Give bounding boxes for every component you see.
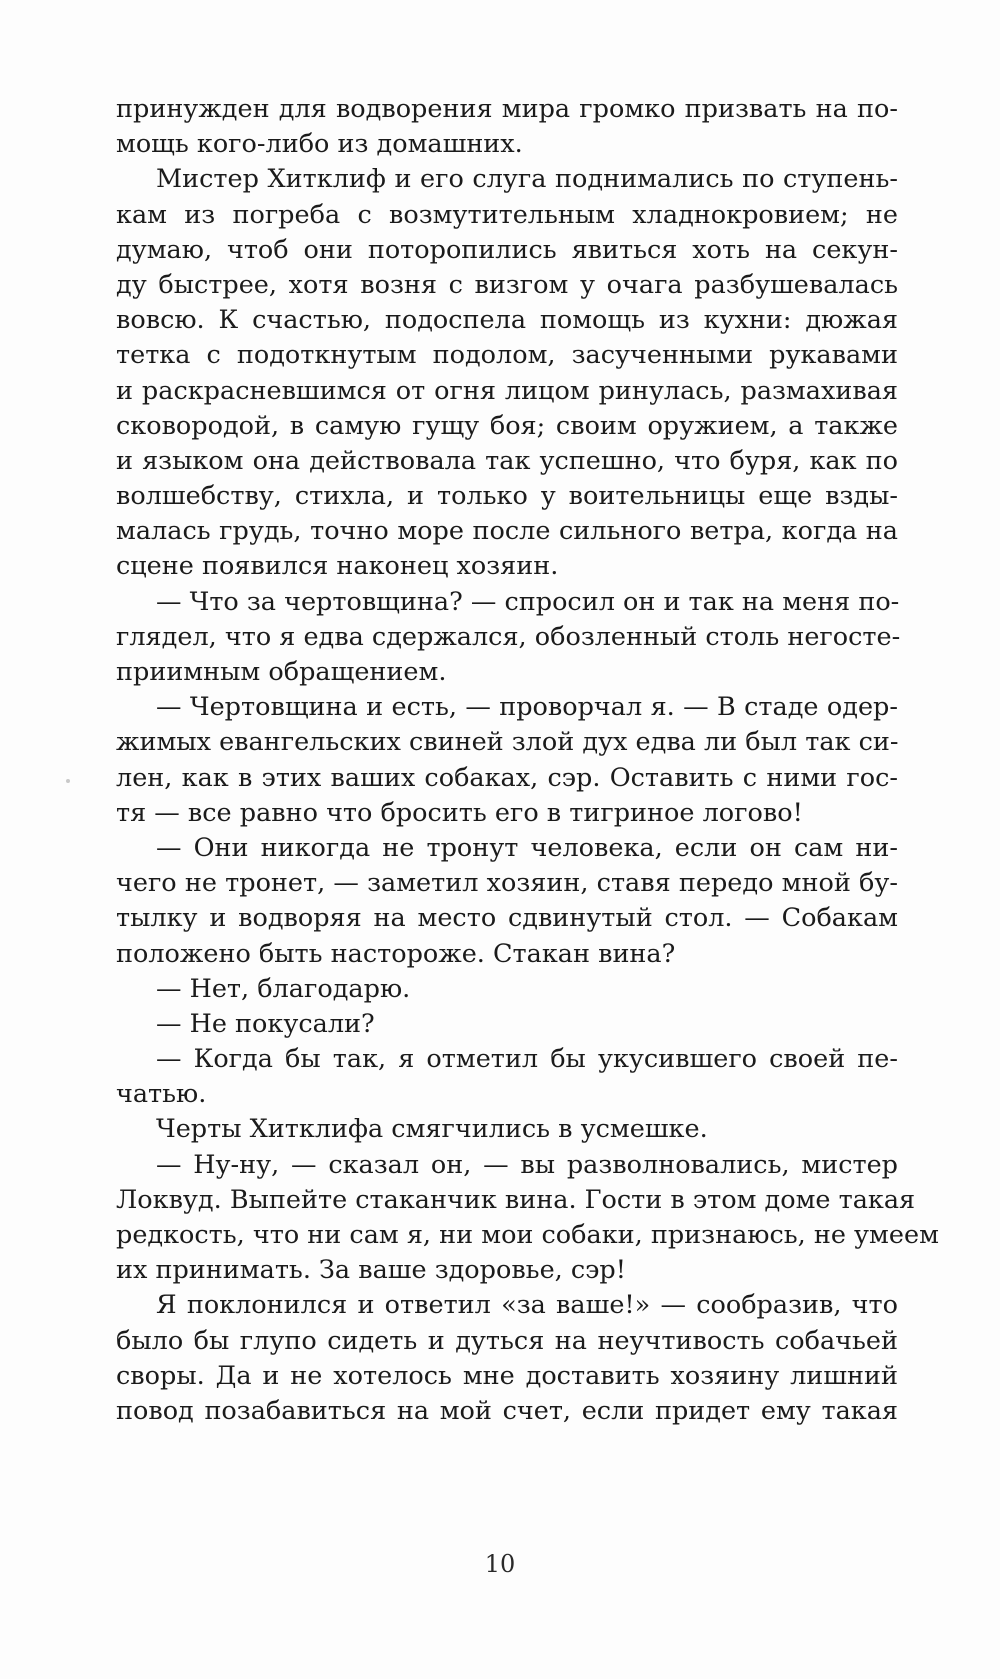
text-line: кам из погреба с возмутительным хладнокровием; не bbox=[116, 199, 898, 230]
text-line: тетка с подоткнутым подолом, засученными рукавами bbox=[116, 340, 898, 371]
text-line: — Нет, благодарю. bbox=[156, 973, 411, 1004]
text-line: тылку и водворяя на место сдвинутый стол. — Собакам bbox=[116, 903, 898, 934]
text-line: думаю, чтоб они поторопились явиться хоть на секун- bbox=[116, 234, 898, 265]
text-line: лен, как в этих ваших собаках, сэр. Оставить с ними гос- bbox=[116, 762, 898, 793]
text-line: малась грудь, точно море после сильного ветра, когда на bbox=[116, 516, 898, 547]
text-line: жимых евангельских свиней злой дух едва ли был так си- bbox=[116, 727, 899, 758]
text-line: чего не тронет, — заметил хозяин, ставя передо мной бу- bbox=[116, 868, 898, 899]
paper-speck bbox=[66, 779, 70, 783]
text-line: и раскрасневшимся от огня лицом ринулась, размахивая bbox=[116, 375, 898, 406]
body-text bbox=[116, 92, 939, 1429]
text-line: — Ну-ну, — сказал он, — вы разволновались, мистер bbox=[156, 1149, 898, 1180]
text-line: — Что за чертовщина? — спросил он и так на меня по- bbox=[156, 586, 900, 617]
text-line: приимным обращением. bbox=[116, 657, 447, 687]
text-line: ду быстрее, хотя возня с визгом у очага разбушевалась bbox=[116, 269, 898, 300]
page-number: 10 bbox=[484, 1550, 516, 1578]
text-line: положено быть настороже. Стакан вина? bbox=[116, 938, 676, 969]
text-line: волшебству, стихла, и только у воительницы еще взды- bbox=[116, 481, 898, 512]
text-line: Локвуд. Выпейте стаканчик вина. Гости в этом доме такая bbox=[116, 1184, 916, 1215]
text-line: Мистер Хитклиф и его слуга поднимались по ступень- bbox=[156, 164, 898, 195]
text-line: тя — все равно что бросить его в тигриное логово! bbox=[116, 797, 803, 828]
text-line: — Когда бы так, я отметил бы укусившего своей пе- bbox=[156, 1044, 898, 1075]
text-line: своры. Да и не хотелось мне доставить хозяину лишний bbox=[116, 1360, 898, 1391]
text-line: мощь кого-либо из домашних. bbox=[116, 129, 523, 160]
text-line: Черты Хитклифа смягчились в усмешке. bbox=[156, 1114, 708, 1145]
text-line: принужден для водворения мира громко призвать на по- bbox=[116, 94, 898, 124]
text-line: их принимать. За ваше здоровье, сэр! bbox=[116, 1255, 626, 1286]
text-line: — Чертовщина и есть, — проворчал я. — В стаде одер- bbox=[156, 692, 898, 723]
text-line: вовсю. К счастью, подоспела помощь из кухни: дюжая bbox=[116, 305, 898, 336]
text-line: повод позабавиться на мой счет, если придет ему такая bbox=[116, 1395, 898, 1426]
text-line: сковородой, в самую гущу боя; своим оружием, а также bbox=[116, 410, 898, 441]
text-line: Я поклонился и ответил «за ваше!» — сообразив, что bbox=[156, 1290, 898, 1321]
text-line: редкость, что ни сам я, ни мои собаки, признаюсь, не умеем bbox=[116, 1220, 939, 1250]
text-line: и языком она действовала так успешно, что буря, как по bbox=[116, 445, 898, 476]
text-line: было бы глупо сидеть и дуться на неучтивость собачьей bbox=[116, 1325, 898, 1356]
text-line: сцене появился наконец хозяин. bbox=[116, 551, 559, 582]
text-line: глядел, что я едва сдержался, обозленный столь негосте- bbox=[116, 621, 901, 652]
text-line: — Они никогда не тронут человека, если он сам ни- bbox=[156, 832, 898, 863]
text-line: — Не покусали? bbox=[156, 1008, 375, 1039]
text-line: чатью. bbox=[116, 1079, 207, 1110]
